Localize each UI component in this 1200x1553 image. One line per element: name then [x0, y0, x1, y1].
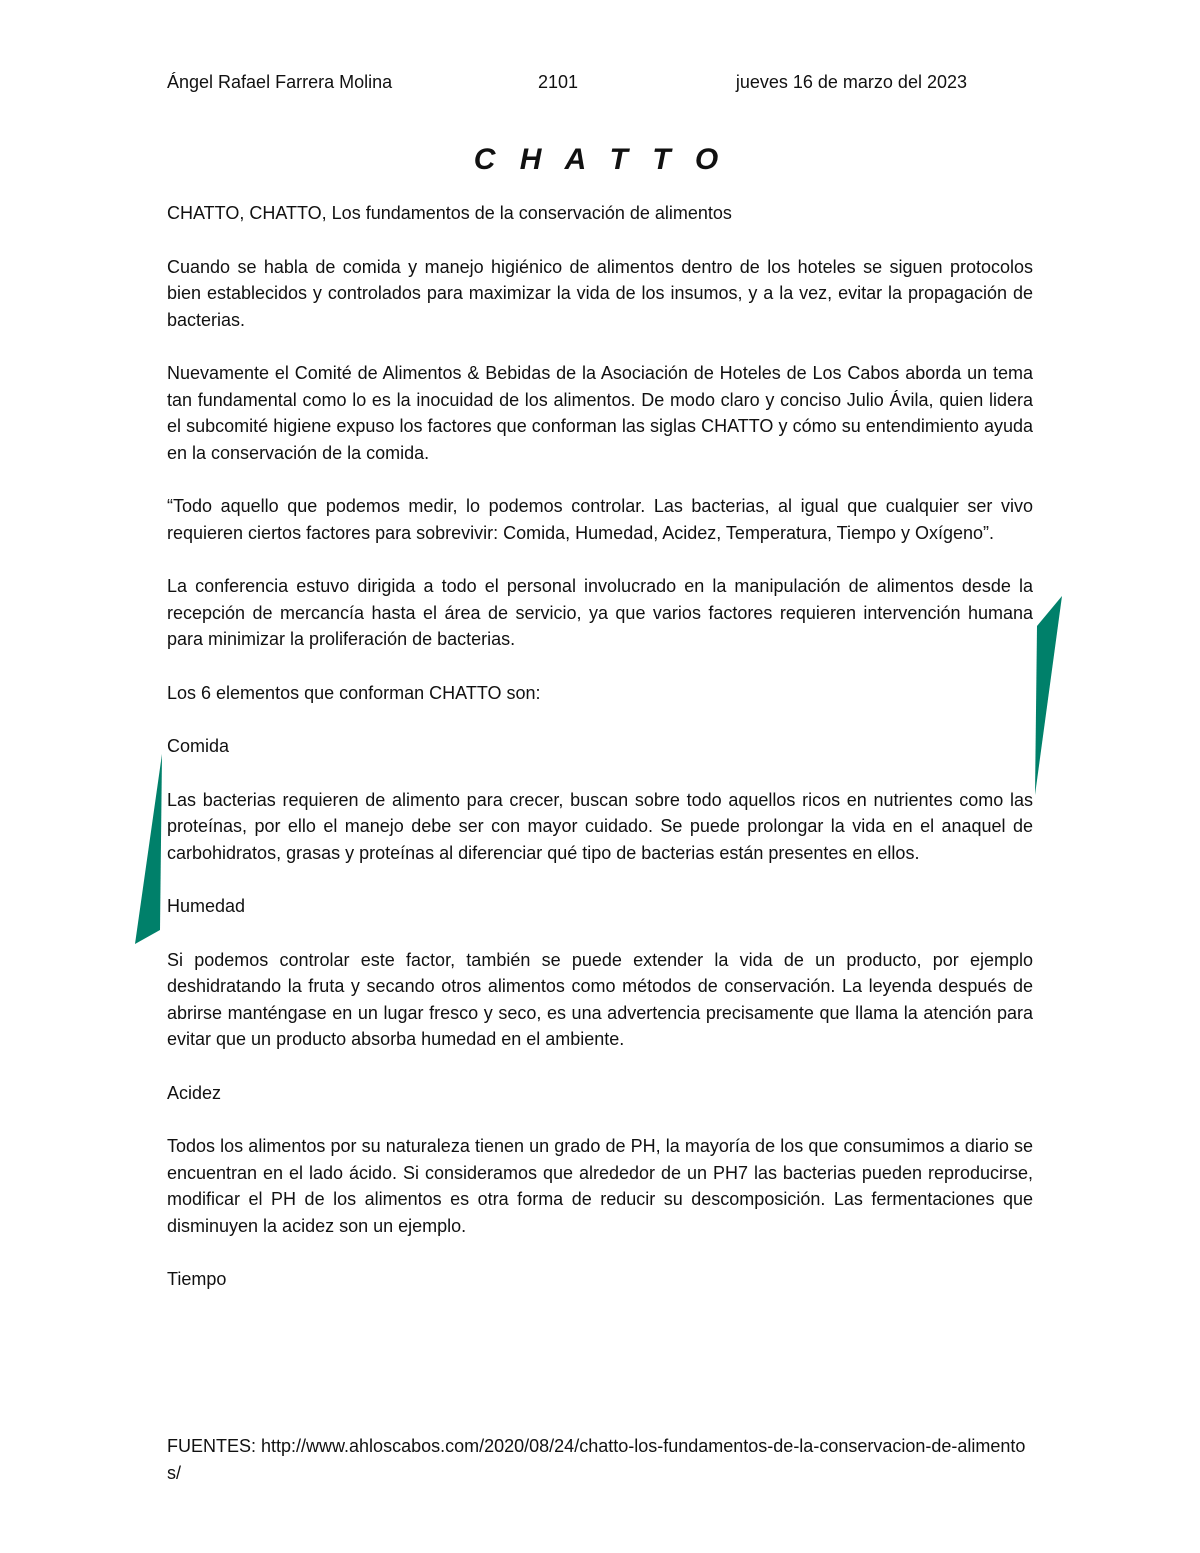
section-heading-acidez: Acidez	[167, 1082, 222, 1103]
paragraph: Cuando se habla de comida y manejo higiénico de alimentos dentro de los hoteles se siguen protocolos bien establecidos y controlados para maximizar la vida de los insumos, y a la vez, evitar la propagación de bacterias.	[167, 256, 1033, 330]
paragraph: Todos los alimentos por su naturaleza tienen un grado de PH, la mayoría de los que consumimos a diario se encuentran en el lado ácido. Si consideramos que alrededor de un PH7 las bacterias pueden reproducirse, modificar el PH de los alimentos es otra forma de reducir su descomposición. Las fermentaciones que disminuyen la acidez son un ejemplo.	[167, 1136, 1033, 1236]
paragraph: CHATTO, CHATTO, Los fundamentos de la conservación de alimentos	[167, 203, 732, 223]
paragraph: Si podemos controlar este factor, también se puede extender la vida de un producto, por ejemplo deshidratando la fruta y secando otros alimentos como métodos de conservación. La leyenda después de abrirse manténgase en un lugar fresco y seco, es una advertencia precisamente que llama la atención para evitar que un producto absorba humedad en el ambiente.	[167, 949, 1033, 1049]
group-number: 2101	[538, 72, 579, 92]
paragraph: La conferencia estuvo dirigida a todo el personal involucrado en la manipulación de alimentos desde la recepción de mercancía hasta el área de servicio, ya que varios factores requieren intervención humana para minimizar la proliferación de bacterias.	[167, 576, 1033, 649]
section-heading-tiempo: Tiempo	[167, 1269, 227, 1289]
decorative-accent-left	[130, 750, 166, 950]
document-title: C H A T T O	[473, 143, 727, 176]
section-heading-comida: Comida	[167, 736, 230, 756]
page-header	[167, 72, 967, 98]
document-body	[167, 200, 1033, 1320]
author-name: Ángel Rafael Farrera Molina	[167, 72, 393, 92]
paragraph: “Todo aquello que podemos medir, lo podemos controlar. Las bacterias, al igual que cualquier ser vivo requieren ciertos factores para sobrevivir: Comida, Humedad, Acidez, Temperatura, Tiempo y Oxígeno”.	[167, 496, 1033, 543]
paragraph: Nuevamente el Comité de Alimentos & Bebidas de la Asociación de Hoteles de Los Cabos aborda un tema tan fundamental como lo es la inocuidad de los alimentos. De modo claro y conciso Julio Ávila, quien lidera el subcomité higiene expuso los factores que conforman las siglas CHATTO y cómo su entendimiento ayuda en la conservación de la comida.	[167, 363, 1033, 463]
section-heading-humedad: Humedad	[167, 896, 246, 916]
sources-citation: FUENTES: http://www.ahloscabos.com/2020/08/24/chatto-los-fundamentos-de-la-conservacion-de-alimentos/	[167, 1436, 1026, 1483]
document-date: jueves 16 de marzo del 2023	[735, 72, 967, 92]
paragraph: Las bacterias requieren de alimento para crecer, buscan sobre todo aquellos ricos en nutrientes como las proteínas, por ello el manejo debe ser con mayor cuidado. Se puede prolongar la vida en el anaquel de carbohidratos, grasas y proteínas al diferenciar qué tipo de bacterias están presentes en ellos.	[167, 789, 1033, 863]
section-intro: Los 6 elementos que conforman CHATTO son:	[167, 682, 541, 703]
